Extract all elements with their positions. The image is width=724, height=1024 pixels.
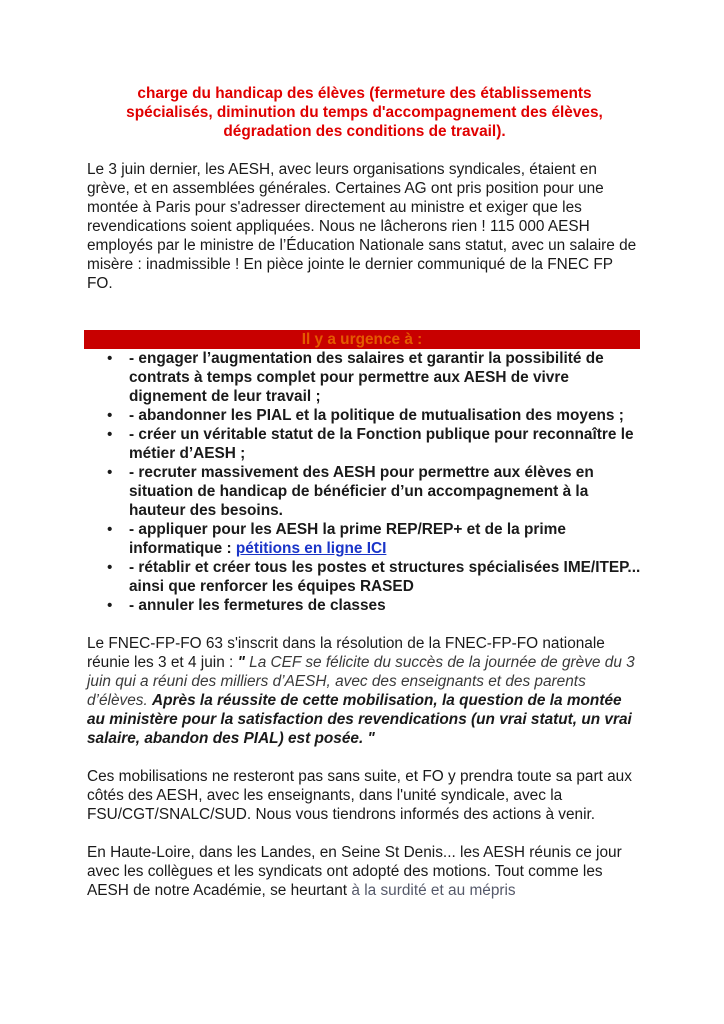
quote-bold-text: Après la réussite de cette mobilisation, la question de la montée au ministère pour la satisfaction des revendications (un vrai statut, un vrai salaire, abandon des PIAL) est posée. ": [87, 692, 632, 747]
quote-open-mark: ": [237, 654, 250, 671]
bullet-icon: •: [107, 464, 113, 481]
bullet-icon: •: [107, 426, 113, 443]
bullet-icon: •: [107, 597, 113, 614]
urgence-heading: Il y a urgence à :: [84, 330, 640, 349]
haute-loire-paragraph: En Haute-Loire, dans les Landes, en Seine St Denis... les AESH réunis ce jour avec les collègues et les syndicats ont adopté des motions. Tout comme les AESH de notre Académie, se heurtant à la surdité et au mépris: [87, 844, 622, 899]
petition-link[interactable]: pétitions en ligne ICI: [235, 540, 387, 557]
demand-item: • - recruter massivement des AESH pour permettre aux élèves en situation de handicap de bénéficier d’un accompagnement à la hauteur des besoins.: [107, 464, 594, 519]
mobilisation-paragraph: Ces mobilisations ne resteront pas sans suite, et FO y prendra toute sa part aux côtés des AESH, avec les enseignants, dans l'unité syndicale, avec la FSU/CGT/SNALC/SUD. Nous vous tiendrons informés des actions à venir.: [87, 768, 632, 823]
demand-item: • - créer un véritable statut de la Fonction publique pour reconnaître le métier d’AESH ;: [107, 426, 634, 462]
bullet-icon: •: [107, 559, 113, 576]
strike-paragraph: Le 3 juin dernier, les AESH, avec leurs organisations syndicales, étaient en grève, et en assemblées générales. Certaines AG ont pris position pour une montée à Paris pour s'adresser directement au ministre et exiger que les revendications soient appliquées. Nous ne lâcherons rien ! 115 000 AESH employés par le ministre de l’Éducation Nationale sans statut, avec un salaire de misère : inadmissible ! En pièce jointe le dernier communiqué de la FNEC FP FO.: [87, 161, 637, 292]
grey-trailing-text: à la surdité et au mépris: [351, 882, 516, 899]
fnec-resolution-paragraph: Le FNEC-FP-FO 63 s'inscrit dans la résolution de la FNEC-FP-FO nationale réunie les 3 et 4 juin : " La CEF se félicite du succès de la journée de grève du 3 juin qui a réuni des milliers d’AESH, avec des enseignants et des parents d’élèves. Après la réussite de cette mobilisation, la question de la montée au ministère pour la satisfaction des revendications (un vrai statut, un vrai salaire, abandon des PIAL) est posée. ": [87, 635, 635, 747]
red-intro-heading: charge du handicap des élèves (fermeture des établissements spécialisés, diminution du temps d'accompagnement des élèves, dégradation des conditions de travail).: [126, 85, 603, 140]
bullet-icon: •: [107, 407, 113, 424]
bullet-icon: •: [107, 350, 113, 367]
demand-item: • - engager l’augmentation des salaires et garantir la possibilité de contrats à temps complet pour permettre aux AESH de vivre dignement de leur travail ;: [107, 350, 604, 405]
demand-item: • - annuler les fermetures de classes: [107, 597, 386, 614]
bullet-icon: •: [107, 521, 113, 538]
demand-item: • - rétablir et créer tous les postes et structures spécialisées IME/ITEP... ainsi que renforcer les équipes RASED: [107, 559, 641, 595]
demands-list: [87, 349, 642, 615]
document-page: [87, 84, 642, 900]
quote-italic-text: La CEF se félicite du succès de la journée de grève du 3 juin qui a réuni des milliers d’AESH, avec des enseignants et des parents d’élèves.: [87, 654, 635, 709]
demand-item-prime: • - appliquer pour les AESH la prime REP/REP+ et de la prime informatique : pétitions en ligne ICI: [107, 521, 566, 557]
demand-item: • - abandonner les PIAL et la politique de mutualisation des moyens ;: [107, 407, 624, 424]
